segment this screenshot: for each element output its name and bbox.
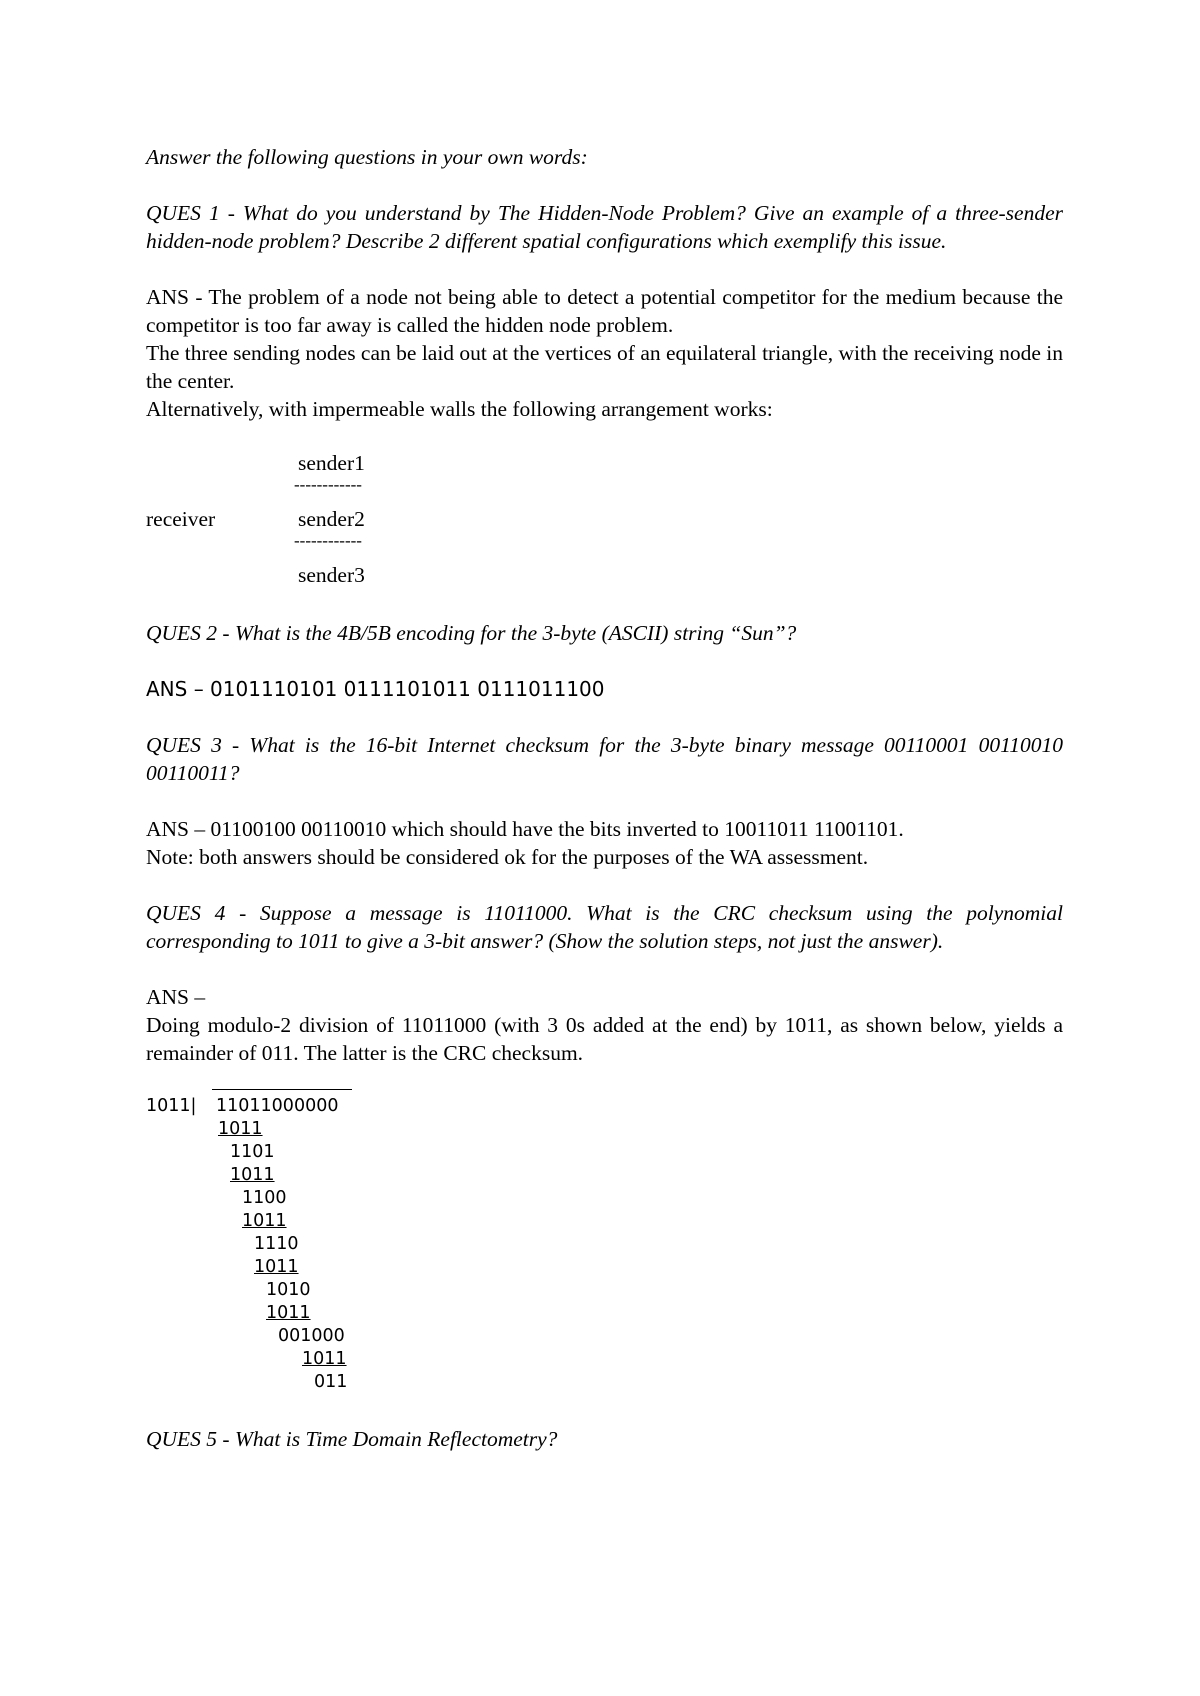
division-step: 001000 — [278, 1326, 345, 1346]
answer-4-label: ANS – — [146, 985, 206, 1009]
division-step: 1011 — [266, 1303, 311, 1323]
crc-long-division — [146, 1095, 1063, 1405]
wall-arrangement-diagram — [146, 423, 1063, 587]
question-5: QUES 5 - What is Time Domain Reflectometry? — [146, 1427, 558, 1451]
division-bar — [212, 1089, 352, 1090]
answer-1-paragraph-2: The three sending nodes can be laid out at the vertices of an equilateral triangle, with the receiving node in the center. — [146, 341, 1063, 393]
answer-2: ANS – 0101110101 0111101011 0111011100 — [146, 677, 605, 701]
answer-3-paragraph-2: Note: both answers should be considered ok for the purposes of the WA assessment. — [146, 845, 869, 869]
division-step: 1011 — [302, 1349, 347, 1369]
division-step: 1110 — [254, 1234, 299, 1254]
answer-4-text: Doing modulo-2 division of 11011000 (with 3 0s added at the end) by 1011, as shown below, yields a remainder of 011. The latter is the CRC checksum. — [146, 1013, 1063, 1065]
division-remainder: 011 — [314, 1372, 348, 1392]
diagram-receiver: receiver — [146, 507, 216, 531]
diagram-wall-1: ------------ — [294, 475, 362, 494]
division-step: 1011 — [254, 1257, 299, 1277]
division-step: 1011 — [242, 1211, 287, 1231]
answer-1-paragraph-3: Alternatively, with impermeable walls the following arrangement works: — [146, 397, 773, 421]
question-1: QUES 1 - What do you understand by The Hidden-Node Problem? Give an example of a three-sender hidden-node problem? Describe 2 different spatial configurations which exemplify this issue. — [146, 201, 1063, 253]
division-step: 1011 — [230, 1165, 275, 1185]
question-4: QUES 4 - Suppose a message is 11011000. What is the CRC checksum using the polynomial corresponding to 1011 to give a 3-bit answer? (Show the solution steps, not just the answer). — [146, 901, 1063, 953]
division-dividend: 11011000000 — [216, 1096, 339, 1116]
question-3: QUES 3 - What is the 16-bit Internet checksum for the 3-byte binary message 00110001 00110010 00110011? — [146, 733, 1063, 785]
document-body — [146, 143, 1063, 1453]
division-step: 1100 — [242, 1188, 287, 1208]
diagram-wall-2: ------------ — [294, 531, 362, 550]
answer-1-paragraph-1: ANS - The problem of a node not being able to detect a potential competitor for the medium because the competitor is too far away is called the hidden node problem. — [146, 285, 1063, 337]
division-divisor: 1011| — [146, 1096, 197, 1116]
division-step: 1011 — [218, 1119, 263, 1139]
diagram-sender1: sender1 — [298, 451, 365, 475]
division-step: 1010 — [266, 1280, 311, 1300]
question-2: QUES 2 - What is the 4B/5B encoding for the 3-byte (ASCII) string “Sun”? — [146, 621, 797, 645]
division-step: 1101 — [230, 1142, 275, 1162]
answer-3-paragraph-1: ANS – 01100100 00110010 which should have the bits inverted to 10011011 11001101. — [146, 817, 904, 841]
diagram-sender2: sender2 — [298, 507, 365, 531]
intro-text: Answer the following questions in your own words: — [146, 145, 588, 169]
diagram-sender3: sender3 — [298, 563, 365, 587]
